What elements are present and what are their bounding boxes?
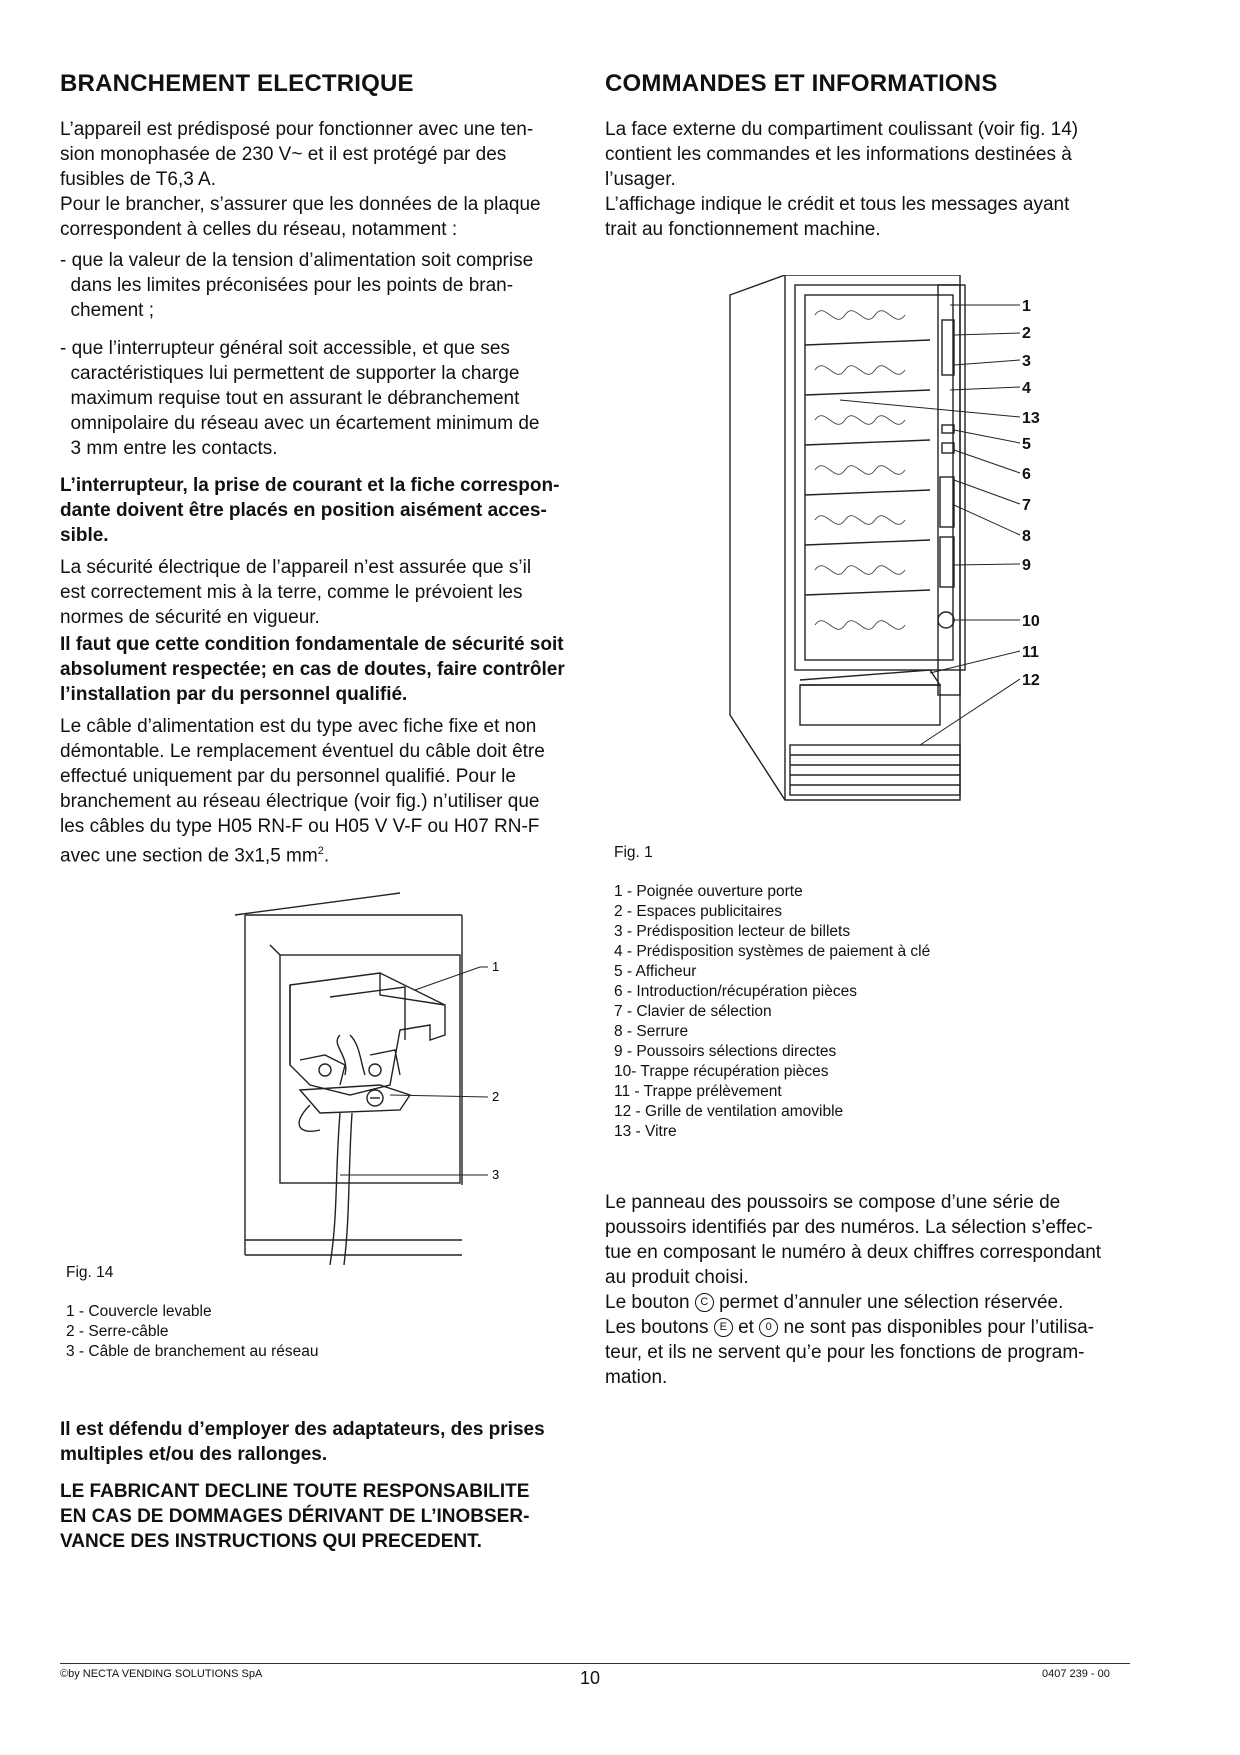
fig1-callout-2: 2 [1022,325,1031,342]
fig1-callout-4: 4 [1022,380,1031,397]
fig14-callout-3: 3 [492,1167,500,1182]
warning-manufacturer-liability: LE FABRICANT DECLINE TOUTE RESPONSABILITE EN CAS DE DOMMAGES DÉRIVANT DE L’INOBSER- VANCE DES INSTRUCTIONS QUI PRECEDENT. [60,1481,530,1552]
list-item: 5 - Afficheur [614,963,697,980]
list-item: 4 - Prédisposition systèmes de paiement à clé [614,943,931,960]
warning-safety-condition: Il faut que cette condition fondamentale de sécurité soit absolument respectée; en cas de doutes, faire contrôler l’installation par du personnel qualifié. [60,634,565,705]
section-title-electrical: BRANCHEMENT ELECTRIQUE [60,70,414,97]
fig1-callout-13: 13 [1022,410,1040,427]
fig1-callout-10: 10 [1022,613,1040,630]
paragraph-display: L’affichage indique le crédit et tous les messages ayant trait au fonctionnement machine. [605,194,1070,240]
list-item: 1 - Poignée ouverture porte [614,883,803,900]
fig1-callout-5: 5 [1022,436,1031,453]
list-item: 3 - Câble de branchement au réseau [66,1343,319,1360]
fig1-callout-1: 1 [1022,298,1031,315]
figure-14-socket-drawing [230,885,590,1265]
fig1-callout-11: 11 [1022,644,1039,661]
list-item: 1 - Couvercle levable [66,1303,212,1320]
fig1-callout-9: 9 [1022,557,1031,574]
paragraph-cancel-button: Le bouton C permet d’annuler une sélection réservée. [605,1292,1064,1313]
cancel-symbol-icon: C [695,1293,714,1312]
list-item: 10- Trappe récupération pièces [614,1063,829,1080]
paragraph-cable: Le câble d’alimentation est du type avec fiche fixe et non démontable. Le remplacement éventuel du câble doit être effectué uniquement par du personnel qualifié. Pour le branchement au réseau électrique (voir fig.) n’utiliser que les câbles du type H05 RN-F ou H05 V V-F ou H07 RN-F avec une section de 3x1,5 $mm^2$. [60,716,545,867]
fig1-callout-6: 6 [1022,466,1031,483]
fig14-label: Fig. 14 [66,1264,114,1281]
paragraph-push-buttons: Le panneau des poussoirs se compose d’une série de poussoirs identifiés par des numéros. La sélection s’effec- tue en composant le numéro à deux chiffres correspondant au produit choisi. [605,1192,1102,1288]
list-item: 13 - Vitre [614,1123,677,1140]
list-item: 2 - Espaces publicitaires [614,903,782,920]
warning-accessible-switch: L’interrupteur, la prise de courant et la fiche correspon- dante doivent être placés en position aisément acces- sible. [60,475,560,546]
list-item: 12 - Grille de ventilation amovible [614,1103,844,1120]
paragraph-programming-buttons: Les boutons E et 0 ne sont pas disponibles pour l’utilisa- teur, et ils ne servent qu’e pour les fonctions de program- mation. [605,1317,1095,1388]
fig1-callout-8: 8 [1022,528,1031,545]
list-item: 8 - Serrure [614,1023,689,1040]
paragraph-controls: La face externe du compartiment coulissant (voir fig. 14) contient les commandes et les informations destinées à l’usager. [605,119,1079,190]
fig1-callout-12: 12 [1022,672,1040,689]
list-item: 6 - Introduction/récupération pièces [614,983,857,1000]
paragraph-voltage: L’appareil est prédisposé pour fonctionner avec une ten- sion monophasée de 230 V~ et il est protégé par des fusibles de T6,3 A. [60,119,534,190]
paragraph-connection: Pour le brancher, s’assurer que les données de la plaque correspondent à celles du réseau, notamment : [60,194,541,240]
list-item: 2 - Serre-câble [66,1323,169,1340]
list-item: 7 - Clavier de sélection [614,1003,772,1020]
bullet-main-switch: - que l’interrupteur général soit accessible, et que ses caractéristiques lui permettent de supporter la charge maximum requise tout en assurant le débranchement omnipolaire du réseau avec un écartement minimum de 3 mm entre les contacts. [60,338,540,459]
bullet-voltage-limits: - que la valeur de la tension d’alimentation soit comprise dans les limites préconisées pour les points de bran- chement ; [60,250,534,321]
fig14-callout-2: 2 [492,1089,500,1104]
footer-divider [60,1663,1130,1664]
fig1-label: Fig. 1 [614,844,653,861]
footer-document-code: 0407 239 - 00 [1042,1668,1110,1680]
zero-symbol-icon: 0 [759,1318,778,1337]
page-number: 10 [580,1668,601,1688]
fig1-legend [614,882,930,1142]
fig14-legend [66,1302,318,1362]
list-item: 11 - Trappe prélèvement [614,1083,782,1100]
paragraph-earthing: La sécurité électrique de l’appareil n’est assurée que s’il est correctement mis à la terre, comme le prévoient les normes de sécurité en vigueur. [60,557,532,628]
list-item: 3 - Prédisposition lecteur de billets [614,923,851,940]
list-item: 9 - Poussoirs sélections directes [614,1043,837,1060]
fig1-callout-7: 7 [1022,497,1031,514]
fig1-callout-3: 3 [1022,353,1031,370]
e-symbol-icon: E [714,1318,733,1337]
section-title-controls: COMMANDES ET INFORMATIONS [605,70,998,97]
fig14-callout-1: 1 [492,959,500,974]
warning-adapters: Il est défendu d’employer des adaptateurs, des prises multiples et/ou des rallonges. [60,1419,545,1465]
footer-copyright: ©by NECTA VENDING SOLUTIONS SpA [60,1668,263,1680]
figure-1-vending-machine-drawing [720,275,1100,810]
